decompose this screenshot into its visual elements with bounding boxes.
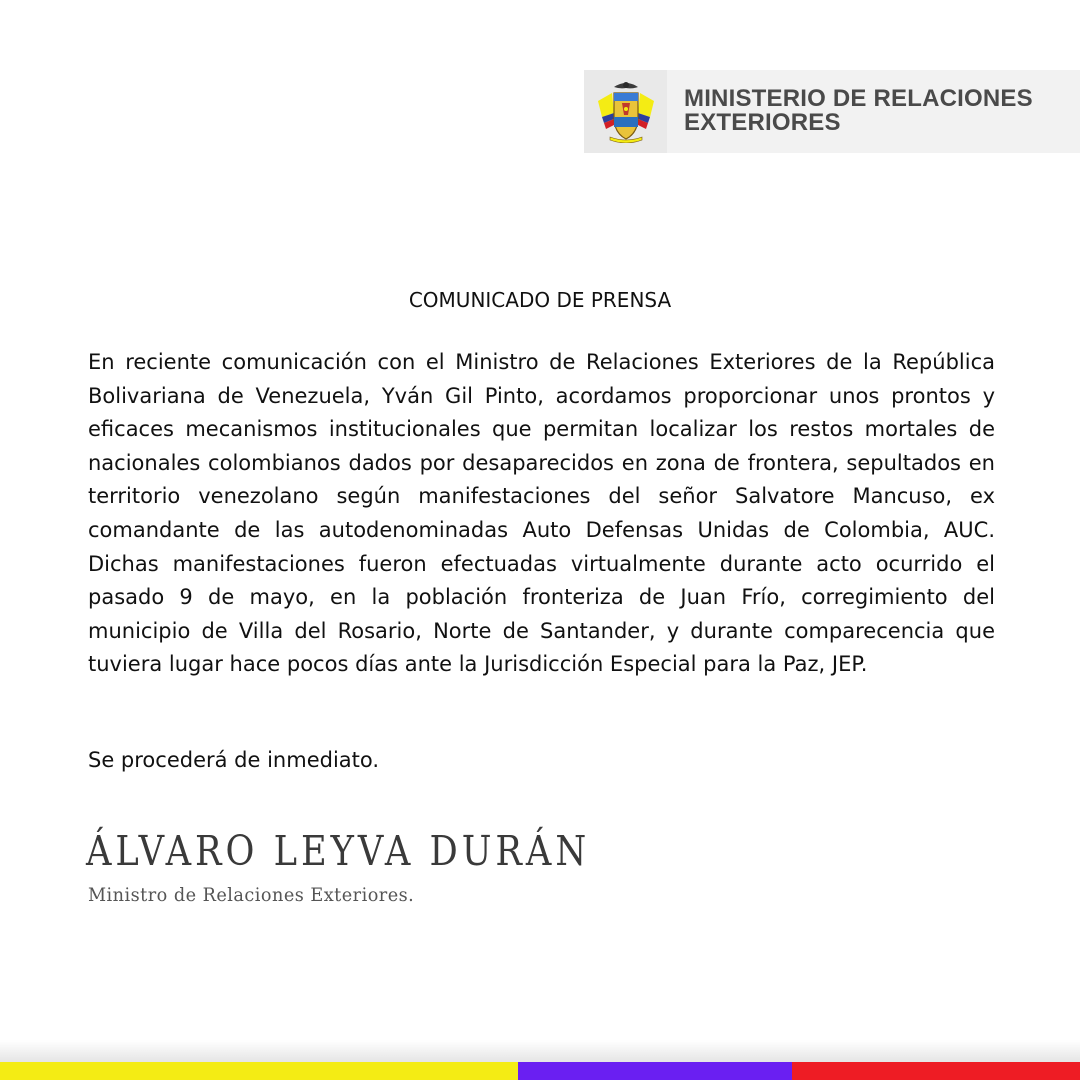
ministry-name: [684, 87, 1033, 135]
flag-strip-blue: [518, 1062, 792, 1080]
crest-container: [584, 70, 667, 153]
footer-shadow: [0, 1040, 1080, 1062]
flag-strip-red: [792, 1062, 1080, 1080]
press-release-body: En reciente comunicación con el Ministro de Relaciones Exteriores de la República Bolivariana de Venezuela, Yván Gil Pinto, acordamos proporcionar unos prontos y eficaces mecanismos institucionales que permitan localizar los restos mortales de nacionales colombianos dados por desaparecidos en zona de frontera, sepultados en territorio venezolano según manifestaciones del señor Salvatore Mancuso, ex comandante de las autodenominadas Auto Defensas Unidas de Colombia, AUC. Dichas manifestaciones fueron efectuadas virtualmente durante acto ocurrido el pasado 9 de mayo, en la población fronteriza de Juan Frío, corregimiento del municipio de Villa del Rosario, Norte de Santander, y durante comparecencia que tuviera lugar hace pocos días ante la Jurisdicción Especial para la Paz, JEP.: [88, 350, 995, 677]
ministry-header: [584, 70, 1080, 153]
flag-color-strip: [0, 1062, 1080, 1080]
press-release-closing: Se procederá de inmediato.: [88, 748, 380, 772]
ministry-name-line2: EXTERIORES: [684, 109, 841, 136]
signer-role: Ministro de Relaciones Exteriores.: [88, 884, 415, 906]
colombia-coat-of-arms-icon: [592, 79, 660, 143]
ministry-name-line1: MINISTERIO DE RELACIONES: [684, 85, 1033, 112]
press-release-title: COMUNICADO DE PRENSA: [408, 288, 672, 312]
signer-name: ÁLVARO LEYVA DURÁN: [86, 827, 591, 875]
flag-strip-yellow: [0, 1062, 518, 1080]
